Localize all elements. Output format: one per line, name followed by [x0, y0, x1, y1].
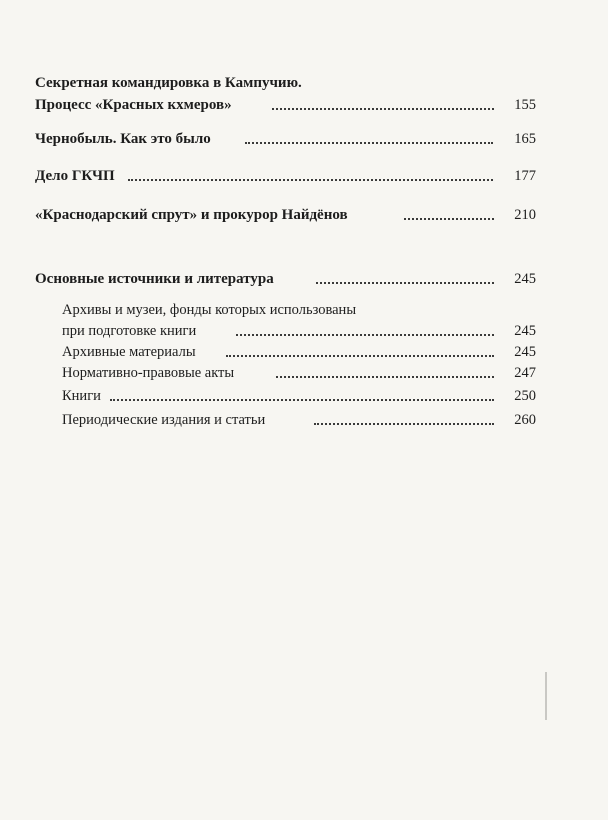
dot-leader: [128, 179, 493, 181]
toc-page-number: 260: [514, 412, 536, 428]
toc-page-number: 245: [514, 344, 536, 360]
toc-entry-title-line1: Секретная командировка в Кампучию.: [35, 75, 302, 91]
toc-page-number: 165: [514, 131, 536, 147]
dot-leader: [236, 334, 494, 336]
toc-page-number: 155: [514, 97, 536, 113]
dot-leader: [110, 399, 494, 401]
toc-subentry-title: при подготовке книги: [62, 323, 197, 339]
toc-subentry: [0, 362, 608, 384]
dot-leader: [404, 218, 494, 220]
toc-entry: [0, 128, 608, 150]
toc-entry: [0, 165, 608, 187]
toc-subentry-title: Книги: [62, 388, 101, 404]
toc-subentry-title: Периодические издания и статьи: [62, 412, 266, 428]
toc-entry: [0, 72, 608, 94]
toc-page-number: 177: [514, 168, 536, 184]
toc-entry: [0, 94, 608, 116]
toc-subentry: [0, 341, 608, 363]
toc-page-number: 245: [514, 271, 536, 287]
toc-subentry-title: Архивные материалы: [62, 344, 196, 360]
toc-subentry-title: Нормативно-правовые акты: [62, 365, 235, 381]
dot-leader: [226, 355, 494, 357]
dot-leader: [314, 423, 494, 425]
toc-entry: [0, 204, 608, 226]
toc-page-number: 247: [514, 365, 536, 381]
toc-page-number: 250: [514, 388, 536, 404]
toc-page-number: 245: [514, 323, 536, 339]
dot-leader: [276, 376, 494, 378]
dot-leader: [316, 282, 494, 284]
toc-subentry: [0, 385, 608, 407]
toc-subentry: [0, 299, 608, 321]
toc-entry-title: Процесс «Красных кхмеров»: [35, 97, 232, 113]
toc-page-number: 210: [514, 207, 536, 223]
toc-subentry: [0, 409, 608, 431]
page-edge-mark: [545, 672, 547, 720]
dot-leader: [245, 142, 493, 144]
toc-subentry-title-line1: Архивы и музеи, фонды которых использованы: [62, 302, 357, 318]
toc-entry-title: Дело ГКЧП: [35, 168, 115, 184]
toc-entry-title: Основные источники и литература: [35, 271, 274, 287]
toc-entry-title: Чернобыль. Как это было: [35, 131, 211, 147]
toc-entry-title: «Краснодарский спрут» и прокурор Найдёнов: [35, 207, 348, 223]
dot-leader: [272, 108, 494, 110]
toc-subentry: [0, 320, 608, 342]
toc-entry: [0, 268, 608, 290]
